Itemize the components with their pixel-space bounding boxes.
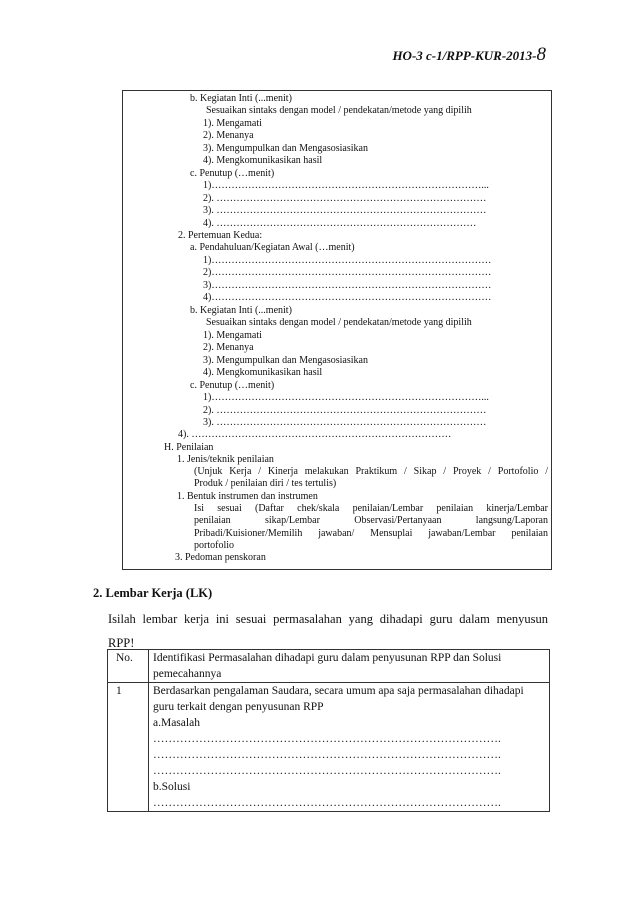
header-description: Identifikasi Permasalahan dihadapi guru dalam penyusunan RPP dan Solusi pemecahannya (149, 650, 550, 683)
box-line: 1)………………………………………………………………………… (203, 255, 492, 266)
box-line: 4). Mengkomunikasikan hasil (203, 367, 323, 378)
row-content (149, 683, 550, 812)
box-line: 3). ……………………………………………………………………… (203, 205, 487, 216)
box-line: 2). ……………………………………………………………………… (203, 405, 487, 416)
box-line: penilaian sikap/Lembar Observasi/Pertanyaan langsung/Laporan (194, 515, 548, 526)
box-line: a. Pendahuluan/Kegiatan Awal (…menit) (190, 242, 355, 253)
box-line: Sesuaikan sintaks dengan model / pendekatan/metode yang dipilih (206, 105, 472, 116)
box-line: portofolio (194, 540, 234, 551)
box-line: 2). Menanya (203, 342, 254, 353)
box-line: 4). …………………………………………………………………… (203, 218, 477, 229)
box-line: 3). ……………………………………………………………………… (203, 417, 487, 428)
section-description: Isilah lembar kerja ini sesuai permasalahan yang dihadapi guru dalam menyusun (108, 612, 548, 626)
box-line: Sesuaikan sintaks dengan model / pendekatan/metode yang dipilih (206, 317, 472, 328)
document-code: HO-3 c-1/RPP-KUR-2013- (392, 48, 537, 63)
page-number: 8 (536, 44, 546, 65)
document-header (392, 44, 546, 66)
box-line: 1. Jenis/teknik penilaian (177, 454, 274, 465)
box-line: 4). Mengkomunikasikan hasil (203, 155, 323, 166)
section-description-end: RPP! (108, 636, 135, 650)
header-no: No. (108, 650, 149, 683)
problem-label: a.Masalah (153, 717, 200, 729)
solution-label: b.Solusi (153, 781, 191, 793)
box-line: 2)………………………………………………………………………… (203, 267, 492, 278)
box-line: 3). Mengumpulkan dan Mengasosiasikan (203, 143, 368, 154)
box-line: 2). Menanya (203, 130, 254, 141)
box-line: c. Penutup (…menit) (190, 380, 275, 391)
box-line: (Unjuk Kerja / Kinerja melakukan Praktikum / Sikap / Proyek / Portofolio / (194, 466, 548, 477)
box-line: b. Kegiatan Inti (...menit) (190, 305, 292, 316)
box-line: 2). ……………………………………………………………………… (203, 193, 487, 204)
box-line: 2. Pertemuan Kedua: (178, 230, 263, 241)
box-line: Isi sesuai (Daftar chek/skala penilaian/Lembar penilaian kinerja/Lembar (194, 503, 548, 514)
box-line: 1). Mengamati (203, 118, 262, 129)
section-title: 2. Lembar Kerja (LK) (93, 586, 213, 600)
box-line: Pribadi/Kuisioner/Memilih jawaban/ Mensuplai jawaban/Lembar penilaian (194, 528, 548, 539)
row-number: 1 (108, 683, 149, 812)
box-line: b. Kegiatan Inti (...menit) (190, 93, 292, 104)
box-line: 3. Pedoman penskoran (175, 552, 266, 563)
table-row (108, 683, 550, 812)
table-header-row (108, 650, 550, 683)
box-line: 4). …………………………………………………………………… (178, 429, 452, 440)
worksheet-table (107, 649, 550, 812)
box-line: 1). Mengamati (203, 330, 262, 341)
box-line: H. Penilaian (164, 442, 214, 453)
problem-answer-line[interactable]: ………………………………………………………………………………. (153, 733, 501, 745)
box-line: 3). Mengumpulkan dan Mengasosiasikan (203, 355, 368, 366)
row-question: Berdasarkan pengalaman Saudara, secara umum apa saja permasalahan dihadapi guru terkait dengan penyusunan RPP (153, 685, 524, 713)
solution-answer-line[interactable]: ………………………………………………………………………………. (153, 797, 501, 809)
box-line: c. Penutup (…menit) (190, 168, 275, 179)
box-line: 1)………………………………………………………………………... (203, 180, 489, 191)
box-line: 1. Bentuk instrumen dan instrumen (177, 491, 318, 502)
box-line: 4)………………………………………………………………………… (203, 292, 492, 303)
box-line: Produk / penilaian diri / tes tertulis) (194, 478, 337, 489)
problem-answer-line[interactable]: ………………………………………………………………………………. (153, 749, 501, 761)
problem-answer-line[interactable]: ………………………………………………………………………………. (153, 765, 501, 777)
box-line: 3)………………………………………………………………………… (203, 280, 492, 291)
box-line: 1)………………………………………………………………………... (203, 392, 489, 403)
